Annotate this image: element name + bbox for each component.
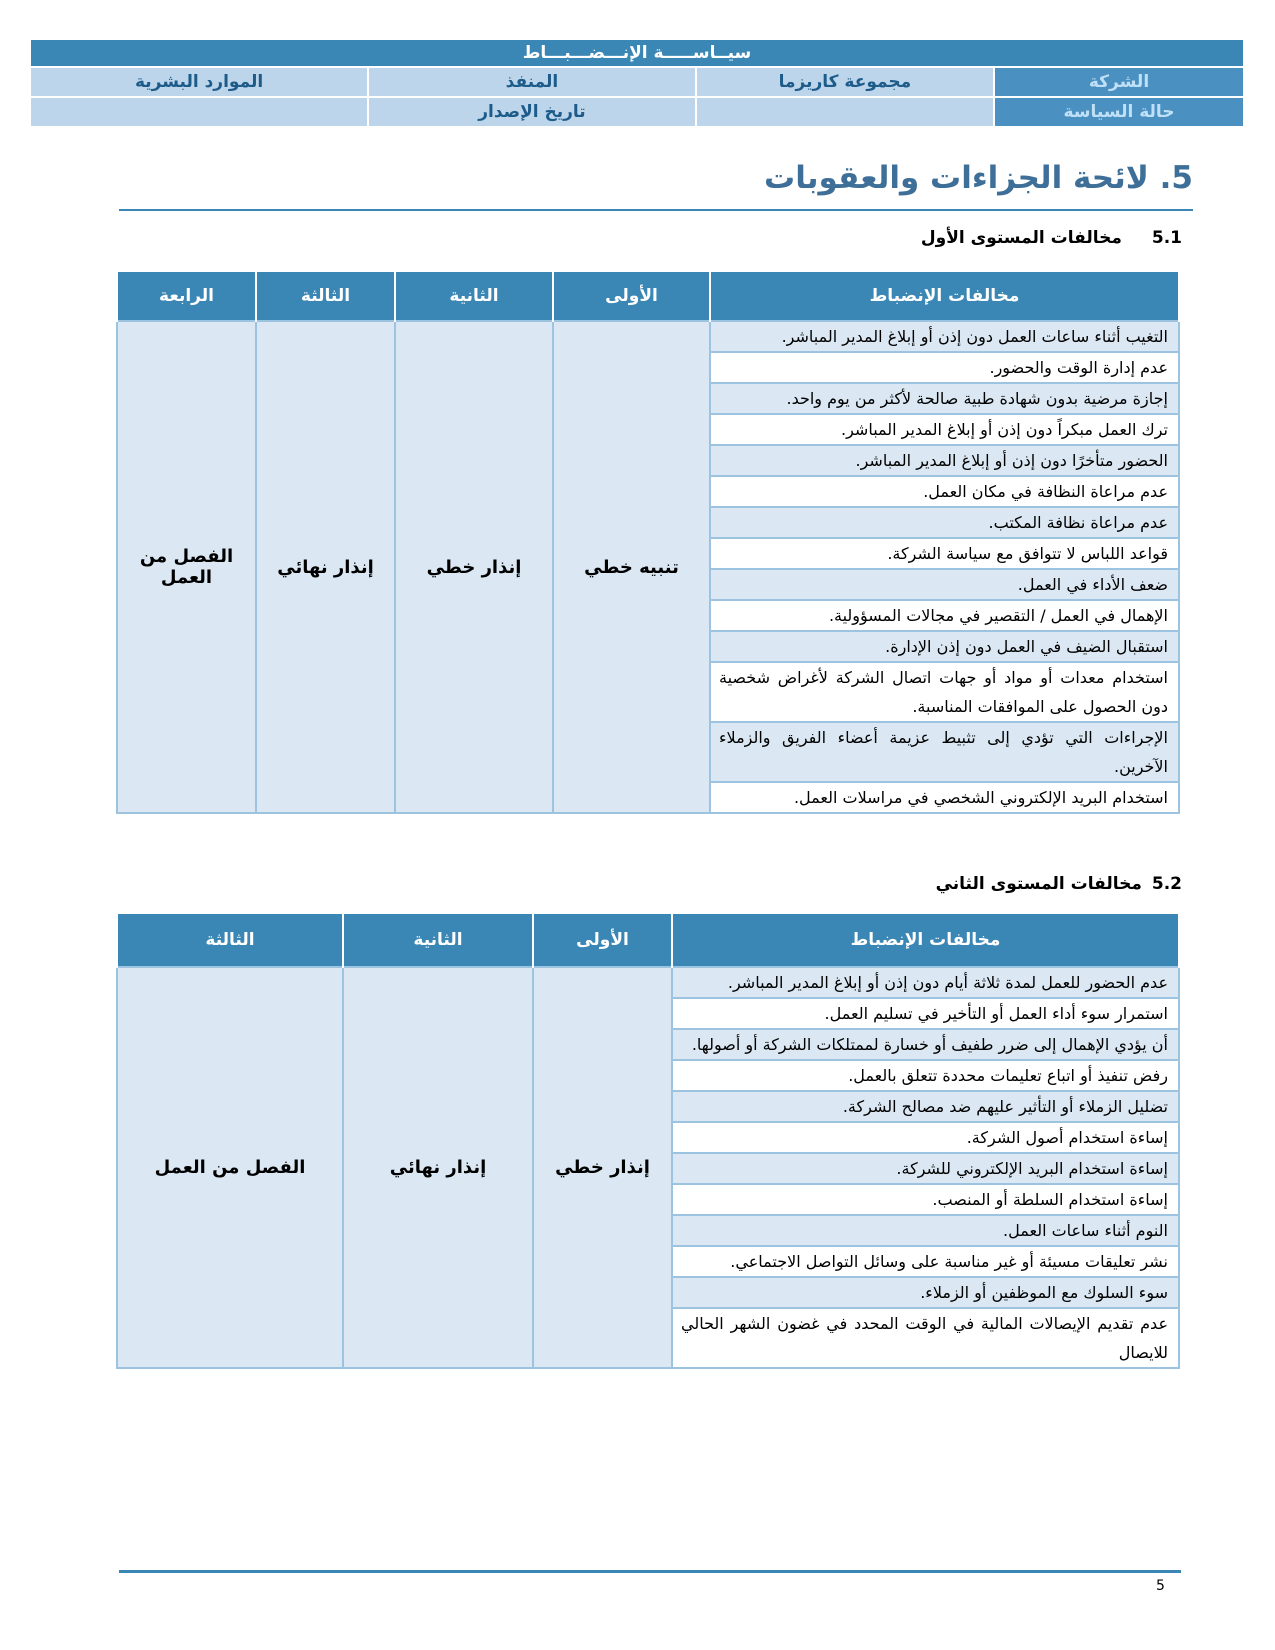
company-label: الشركة bbox=[994, 67, 1244, 97]
policy-title: سيــاســـــة الإنـــضـــبـــاط bbox=[30, 39, 1244, 67]
policy-header bbox=[29, 38, 1245, 128]
issue-date-value bbox=[30, 97, 368, 127]
penalty-third: إنذار نهائي bbox=[256, 321, 395, 813]
level2-header-violation: مخالفات الإنضباط bbox=[672, 914, 1179, 967]
level1-number: 5.1 bbox=[1151, 228, 1182, 248]
violation-cell: إساءة استخدام أصول الشركة. bbox=[672, 1122, 1179, 1153]
violation-cell: سوء السلوك مع الموظفين أو الزملاء. bbox=[672, 1277, 1179, 1308]
level1-heading bbox=[921, 228, 1182, 248]
penalty-first: إنذار خطي bbox=[533, 967, 672, 1368]
section-title: 5. لائحة الجزاءات والعقوبات bbox=[764, 160, 1193, 196]
violation-cell: استخدام معدات أو مواد أو جهات اتصال الشركة لأغراض شخصية دون الحصول على الموافقات المناسبة. bbox=[710, 662, 1179, 722]
level1-header-violation: مخالفات الإنضباط bbox=[710, 272, 1179, 321]
violation-cell: عدم مراعاة نظافة المكتب. bbox=[710, 507, 1179, 538]
company-value: مجموعة كاريزما bbox=[696, 67, 994, 97]
level2-table bbox=[116, 914, 1180, 1369]
violation-cell: التغيب أثناء ساعات العمل دون إذن أو إبلاغ المدير المباشر. bbox=[710, 321, 1179, 352]
violation-cell: إساءة استخدام البريد الإلكتروني للشركة. bbox=[672, 1153, 1179, 1184]
table-row bbox=[117, 321, 1179, 352]
violation-cell: قواعد اللباس لا تتوافق مع سياسة الشركة. bbox=[710, 538, 1179, 569]
violation-cell: ضعف الأداء في العمل. bbox=[710, 569, 1179, 600]
violation-cell: إساءة استخدام السلطة أو المنصب. bbox=[672, 1184, 1179, 1215]
violation-cell: أن يؤدي الإهمال إلى ضرر طفيف أو خسارة لممتلكات الشركة أو أصولها. bbox=[672, 1029, 1179, 1060]
executor-value: الموارد البشرية bbox=[30, 67, 368, 97]
footer-divider bbox=[119, 1570, 1181, 1573]
level2-number: 5.2 bbox=[1151, 874, 1182, 894]
penalty-first: تنبيه خطي bbox=[553, 321, 710, 813]
violation-cell: عدم الحضور للعمل لمدة ثلاثة أيام دون إذن أو إبلاغ المدير المباشر. bbox=[672, 967, 1179, 998]
section-divider bbox=[119, 209, 1193, 211]
level1-header-second: الثانية bbox=[395, 272, 553, 321]
level2-title: مخالفات المستوى الثاني bbox=[935, 874, 1142, 894]
violation-cell: الإهمال في العمل / التقصير في مجالات المسؤولية. bbox=[710, 600, 1179, 631]
violation-cell: إجازة مرضية بدون شهادة طبية صالحة لأكثر من يوم واحد. bbox=[710, 383, 1179, 414]
level2-heading bbox=[936, 874, 1182, 894]
level1-header-first: الأولى bbox=[553, 272, 710, 321]
violation-cell: استقبال الضيف في العمل دون إذن الإدارة. bbox=[710, 631, 1179, 662]
penalty-third: الفصل من العمل bbox=[117, 967, 343, 1368]
level1-title: مخالفات المستوى الأول bbox=[920, 228, 1122, 248]
level1-header-third: الثالثة bbox=[256, 272, 395, 321]
violation-cell: عدم إدارة الوقت والحضور. bbox=[710, 352, 1179, 383]
table-row bbox=[117, 967, 1179, 998]
violation-cell: الحضور متأخرًا دون إذن أو إبلاغ المدير المباشر. bbox=[710, 445, 1179, 476]
penalty-second: إنذار نهائي bbox=[343, 967, 533, 1368]
page-number: 5 bbox=[1156, 1578, 1165, 1594]
violation-cell: عدم تقديم الإيصالات المالية في الوقت المحدد في غضون الشهر الحالي للايصال bbox=[672, 1308, 1179, 1368]
executor-label: المنفذ bbox=[368, 67, 696, 97]
level1-table bbox=[116, 272, 1180, 814]
level2-header-second: الثانية bbox=[343, 914, 533, 967]
level2-header-third: الثالثة bbox=[117, 914, 343, 967]
violation-cell: نشر تعليقات مسيئة أو غير مناسبة على وسائل التواصل الاجتماعي. bbox=[672, 1246, 1179, 1277]
violation-cell: رفض تنفيذ أو اتباع تعليمات محددة تتعلق بالعمل. bbox=[672, 1060, 1179, 1091]
violation-cell: عدم مراعاة النظافة في مكان العمل. bbox=[710, 476, 1179, 507]
level2-header-first: الأولى bbox=[533, 914, 672, 967]
violation-cell: الإجراءات التي تؤدي إلى تثبيط عزيمة أعضاء الفريق والزملاء الآخرين. bbox=[710, 722, 1179, 782]
violation-cell: ترك العمل مبكراً دون إذن أو إبلاغ المدير المباشر. bbox=[710, 414, 1179, 445]
penalty-fourth: الفصل من العمل bbox=[117, 321, 256, 813]
status-value bbox=[696, 97, 994, 127]
violation-cell: تضليل الزملاء أو التأثير عليهم ضد مصالح الشركة. bbox=[672, 1091, 1179, 1122]
level1-header-fourth: الرابعة bbox=[117, 272, 256, 321]
violation-cell: استمرار سوء أداء العمل أو التأخير في تسليم العمل. bbox=[672, 998, 1179, 1029]
violation-cell: استخدام البريد الإلكتروني الشخصي في مراسلات العمل. bbox=[710, 782, 1179, 813]
penalty-second: إنذار خطي bbox=[395, 321, 553, 813]
violation-cell: النوم أثناء ساعات العمل. bbox=[672, 1215, 1179, 1246]
issue-date-label: تاريخ الإصدار bbox=[368, 97, 696, 127]
status-label: حالة السياسة bbox=[994, 97, 1244, 127]
